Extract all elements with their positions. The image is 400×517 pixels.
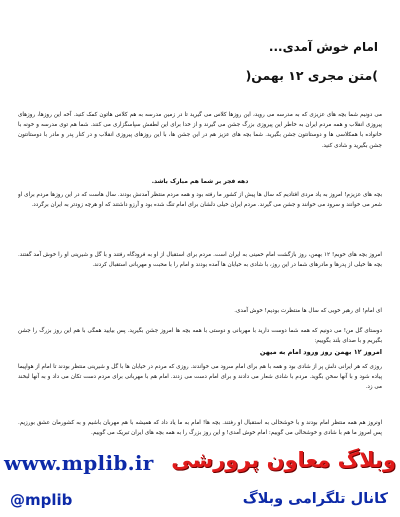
telegram-channel: کانال تلگرامی وبلاگ <box>242 491 388 507</box>
paragraph-1: می دونیم شما بچه های عزیزی که به مدرسه می روید، این روزها کلاس می گیرید تا در زمین مدرسه به هم کلاس هاتون کمک کنید. آخه این روزها، روزهای پیروزی انقلاب و همه مردم ایران به خاطر این پیروزی بزرگ جشن می گیرند و از خدا برای این لطفش سپاسگزاری می کنند. شما هم توی مدرسه و خونه با خانواده با همکلاسی ها و دوستانتون جشن بگیرید. شما بچه های عزیز هم در این جشن ها، با این روزهای پیروزی انقلاب و در کنار پدر و مادر با دوستانتون جشن بگیرید و شادی کنید. <box>18 112 382 149</box>
paragraph-4: ای امام! ای رهبر خوبی که سال ها منتظرت بودیم! خوش آمدی. <box>234 308 382 314</box>
paragraph-7: اونروز هم همه منتظر امام بودند و با خوشحالی به استقبال او رفتند. بچه ها! امام به ما یاد داد که همیشه با هم مهربان باشیم و به کشورمان عشق بورزیم. پس امروز ما هم با شادی و خوشحالی می گوییم: امام خوش آمدی! و این روز بزرگ را به همه بچه های ایران تبریک می گوییم. <box>18 420 382 437</box>
paragraph-3: امروز بچه های خوبم! ۱۲ بهمن، روز بازگشت امام خمینی به ایران است. مردم برای استقبال از او به فرودگاه رفتند و با گل و شیرینی او را خوش آمد گفتند. بچه ها خیلی از پدرها و مادرهای شما در این روز، با شادی به خیابان ها آمده بودند و امام را با محبت و مهربانی استقبال کردند. <box>18 252 382 269</box>
paragraph-6: روزی که هر ایرانی دلش پر از شادی بود و همه با هم برای امام سرود می خواندند. روزی که مردم در خیابان ها با گل و شیرینی منتظر بودند تا امام از هواپیما پیاده شود و با آنها سخن بگوید. مردم با شادی شعار می دادند و برای امام دست می زدند. امام هم با مهربانی برای مردم دست تکان می داد و به آنها لبخند می زد. <box>18 364 382 391</box>
telegram-handle: @mplib <box>10 491 73 509</box>
website-url: www.mplib.ir <box>4 451 154 475</box>
document-page <box>18 0 382 517</box>
paragraph-2: بچه های عزیزم! امروز به یاد مردی افتادیم که سال ها پیش از کشور ما رفته بود و همه مردم منتظر آمدنش بودند. سال هاست که در این روزها مردم برای او شعر می خوانند و سرود می خوانند و جشن می گیرند. مردم ایران خیلی دلشان برای امام تنگ شده بود و آرزو داشتند که او هرچه زودتر به ایران برگردد. <box>18 192 382 209</box>
paragraph-5: دوستای گل من! می دونیم که همه شما دوست دارید با مهربانی و دوستی با همه بچه ها امروز جشن بگیرید. پس بیایید همگی با هم این روز بزرگ را جشن بگیریم و با صدای بلند بگوییم: <box>18 328 382 345</box>
blog-name: وبلاگ معاون پرورشی <box>171 448 396 472</box>
document-title: امام خوش آمدی... <box>268 40 378 54</box>
document-subtitle: )متن مجری ۱۲ بهمن( <box>245 68 378 83</box>
bold-line: امروز ۱۲ بهمن روز ورود امام به میهن <box>259 348 382 356</box>
center-line: دهه فجر بر شما هم مبارک باشد. <box>151 178 249 185</box>
